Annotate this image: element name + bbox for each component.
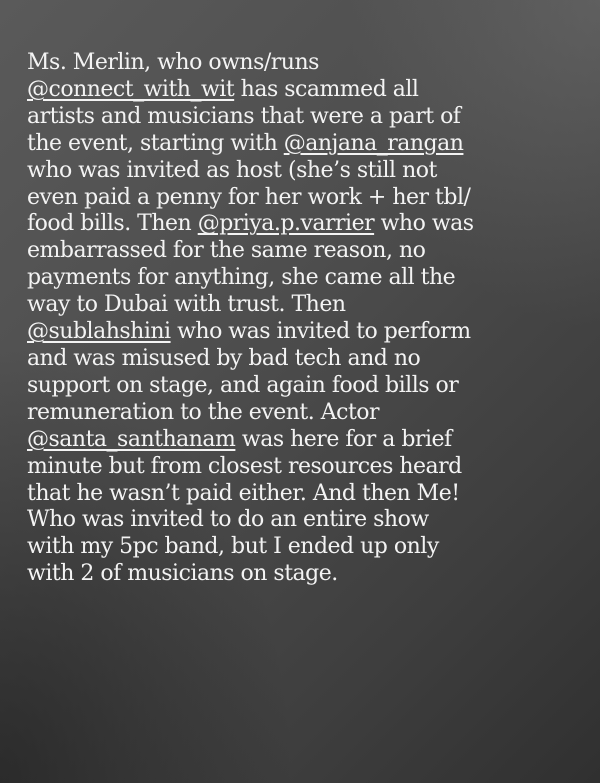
story-text [27, 50, 587, 588]
text-line [27, 427, 452, 452]
text-segment: food bills. Then [27, 211, 198, 237]
mention-link[interactable]: @connect_with_wit [27, 76, 235, 102]
text-segment: who was [374, 211, 474, 237]
text-segment: Ms. Merlin, who owns/runs [27, 50, 319, 75]
text-line [27, 319, 471, 344]
text-line [27, 104, 460, 129]
text-line [27, 534, 439, 559]
text-segment: was here for a brief [235, 426, 452, 452]
text-line [27, 211, 474, 236]
text-line [27, 481, 460, 506]
text-segment: Who was invited to do an entire show [27, 507, 429, 533]
text-segment: with 2 of musicians on stage. [27, 561, 338, 587]
text-segment: with my 5pc band, but I ended up only [27, 534, 439, 560]
text-segment: that he wasn’t paid either. And then Me! [27, 480, 460, 506]
text-segment: embarrassed for the same reason, no [27, 238, 426, 264]
text-segment: has scammed all [234, 76, 419, 102]
text-segment: remuneration to the event. Actor [27, 399, 380, 425]
text-line [27, 292, 346, 317]
text-segment: even paid a penny for her work + her tbl/ [27, 184, 471, 210]
mention-link[interactable]: @priya.p.varrier [197, 211, 375, 237]
mention-link[interactable]: @santa_santhanam [27, 426, 236, 452]
text-line [27, 158, 437, 183]
text-segment: and was misused by bad tech and no [27, 345, 421, 371]
text-segment: who was invited as host (she’s still not [27, 157, 437, 183]
text-segment: payments for anything, she came all the [27, 265, 456, 291]
text-segment: who was invited to perform [170, 319, 471, 345]
text-line [27, 561, 338, 586]
text-line [27, 373, 458, 398]
text-line [27, 77, 418, 102]
text-segment: way to Dubai with trust. Then [27, 292, 346, 318]
text-segment: support on stage, and again food bills or [27, 372, 459, 398]
mention-link[interactable]: @anjana_rangan [283, 130, 464, 156]
text-line [27, 131, 463, 156]
text-line [27, 454, 462, 479]
mention-link[interactable]: @sublahshini [27, 319, 171, 345]
text-segment: artists and musicians that were a part of [27, 103, 461, 129]
text-segment: minute but from closest resources heard [27, 453, 462, 479]
text-line [27, 185, 470, 210]
text-line [27, 238, 425, 263]
text-segment: the event, starting with [27, 130, 284, 156]
text-line [27, 346, 420, 371]
text-line [27, 507, 429, 532]
text-line [27, 50, 319, 75]
text-line [27, 400, 379, 425]
text-line [27, 265, 455, 290]
